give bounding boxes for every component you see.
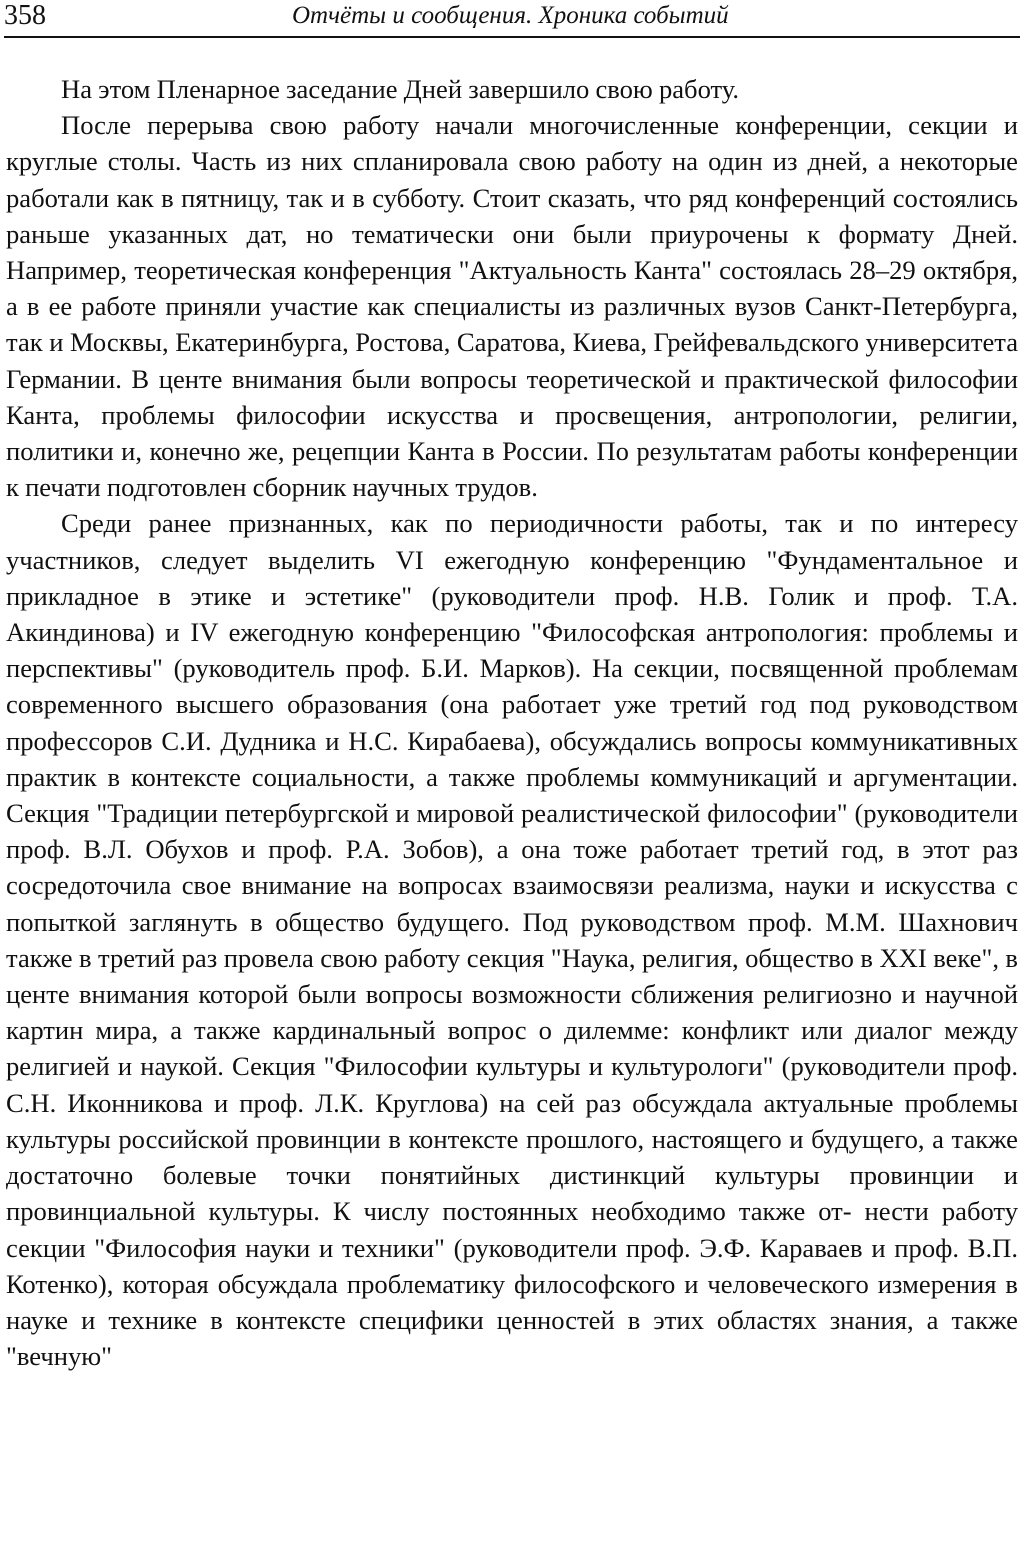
page-number: 358 bbox=[4, 0, 46, 31]
paragraph-3: Среди ранее признанных, как по периодичности работы, так и по интересу участников, следует выделить VI ежегодную конференцию "Фундаментальное и прикладное в этике и эстетике" (руководители проф. Н.В. Голик и проф. Т.А. Акиндинова) и IV ежегодную конференцию "Философская антропология: проблемы и перспективы" (руководитель проф. Б.И. Марков). На секции, посвященной проблемам современного высшего образования (она работает уже третий год под руководством профессоров С.И. Дудника и Н.С. Кирабаева), обсуждались вопросы коммуникативных практик в контексте социальности, а также проблемы коммуникаций и аргументации. Секция "Традиции петербургской и мировой реалистической философии" (руководители проф. В.Л. Обухов и проф. Р.А. Зобов), а она тоже работает третий год, в этот раз сосредоточила свое внимание на вопросах взаимосвязи реализма, науки и искусства с попыткой заглянуть в общество будущего. Под руководством проф. М.М. Шахнович также в третий раз провела свою работу секция "Наука, религия, общество в XXI веке", в центе внимания которой были вопросы возможности сближения религиозно и научной картин мира, а также кардинальный вопрос о дилемме: конфликт или диалог между религией и наукой. Секция "Философии культуры и культурологи" (руководители проф. С.Н. Иконникова и проф. Л.К. Круглова) на сей раз обсуждала актуальные проблемы культуры российской провинции в контексте прошлого, настоящего и будущего, а также достаточно болевые точки понятийных дистинкций культуры провинции и провинциальной культуры. К числу постоянных необходимо также от- нести работу секции "Философия науки и техники" (руководители проф. Э.Ф. Караваев и проф. В.П. Котенко), которая обсуждала проблематику философского и человеческого измерения в науке и технике в контексте специфики ценностей в этих областях знания, а также "вечную" bbox=[6, 508, 1018, 1372]
paragraph-1: На этом Пленарное заседание Дней завершило свою работу. bbox=[61, 74, 740, 104]
body-text bbox=[6, 71, 1018, 1374]
running-header bbox=[4, 0, 1020, 38]
running-title: Отчёты и сообщения. Хроника событий bbox=[292, 2, 729, 29]
paragraph-2: После перерыва свою работу начали многочисленные конференции, секции и круглые столы. Часть из них спланировала свою работу на один из дней, а некоторые работали как в пятницу, так и в субботу. Стоит сказать, что ряд конференций состоялись раньше указанных дат, но тематически они были приурочены к формату Дней. Например, теоретическая конференция "Актуальность Канта" состоялась 28–29 октября, а в ее работе приняли участие как специалисты из различных вузов Санкт-Петербурга, так и Москвы, Екатеринбурга, Ростова, Саратова, Киева, Грейфевальдского университета Германии. В центе внимания были вопросы теоретической и практической философии Канта, проблемы философии искусства и просвещения, антропологии, религии, политики и, конечно же, рецепции Канта в России. По результатам работы конференции к печати подготовлен сборник научных трудов. bbox=[6, 110, 1018, 503]
